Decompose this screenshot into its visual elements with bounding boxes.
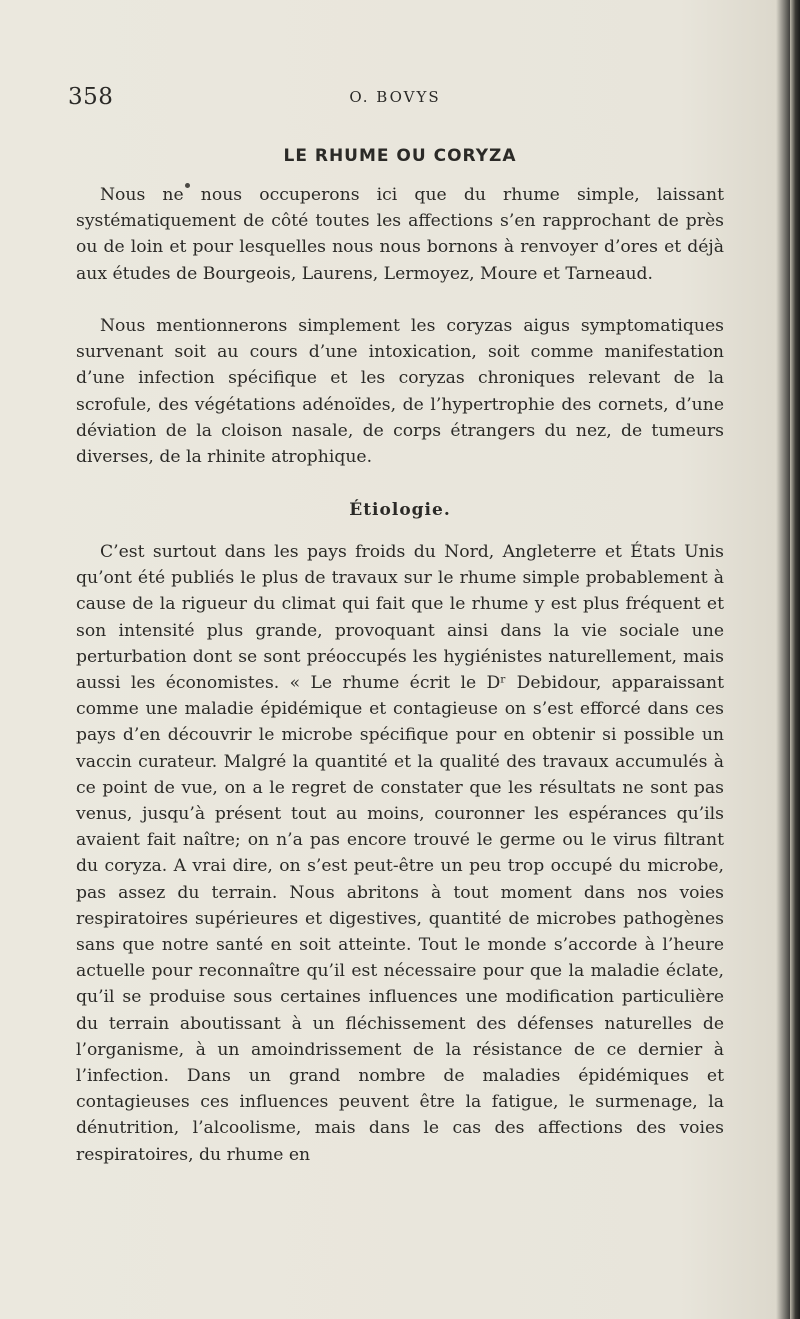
paragraph-1-block: [76, 182, 724, 287]
paragraph-3: C’est surtout dans les pays froids du Nord, Angleterre et États Unis qu’ont été publiés le plus de travaux sur le rhume simple probablement à cause de la rigueur du climat qui fait que le rhume y est plus fréquent et son intensité plus grande, provoquant ainsi dans la vie sociale une perturbation dont se sont préoccupés les hygiénistes naturellement, mais aussi les économistes. « Le rhume écrit le Dʳ Debidour, apparaissant comme une maladie épidémique et contagieuse on s’est efforcé dans ces pays d’en découvrir le microbe spécifique pour en obtenir si possible un vaccin curateur. Malgré la quantité et la qualité des travaux accumulés à ce point de vue, on a le regret de constater que les résultats ne sont pas venus, jusqu’à présent tout au moins, couronner les espérances qu’ils avaient fait naître; on n’a pas encore trouvé le germe ou le virus filtrant du coryza. A vrai dire, on s’est peut-être un peu trop occupé du microbe, pas assez du terrain. Nous abritons à tout moment dans nos voies respiratoires supérieures et digestives, quantité de microbes pathogènes sans que notre santé en soit atteinte. Tout le monde s’accorde à l’heure actuelle pour reconnaître qu’il est nécessaire pour que la maladie éclate, qu’il se produise sous certaines influences une modification particulière du terrain aboutissant à un fléchissement des défenses naturelles de l’organisme, à un amoindrissement de la résistance de ce dernier à l’infection. Dans un grand nombre de maladies épidémiques et contagieuses ces influences peuvent être la fatigue, le surmenage, la dénutrition, l’alcoolisme, mais dans le cas des affections des voies respiratoires, du rhume en: [76, 542, 724, 1165]
running-head: O. BOVYS: [349, 88, 441, 106]
paragraph-1: Nous ne nous occuperons ici que du rhume simple, laissant systématiquement de côté toutes les affections s’en rapprochant de près ou de loin et pour lesquelles nous nous bornons à renvoyer d’ores et déjà aux études de Bourgeois, Laurens, Lermoyez, Moure et Tarneaud.: [76, 185, 724, 284]
page-header: [0, 84, 800, 114]
paragraph-2-block: [76, 313, 724, 470]
paragraph-2: Nous mentionnerons simplement les coryzas aigus symptomatiques survenant soit au cours d’une intoxication, soit comme manifestation d’une infection spécifique et les coryzas chroniques relevant de la scrofule, des végétations adénoïdes, de l’hypertrophie des cornets, d’une déviation de la cloison nasale, de corps étrangers du nez, de tumeurs diverses, de la rhinite atrophique.: [76, 316, 724, 468]
chapter-title: LE RHUME OU CORYZA: [283, 146, 517, 166]
page-edge-shadow: [790, 0, 800, 1319]
paragraph-3-block: [76, 539, 724, 1168]
page-number: 358: [68, 84, 114, 110]
section-heading: Étiologie.: [349, 500, 451, 520]
